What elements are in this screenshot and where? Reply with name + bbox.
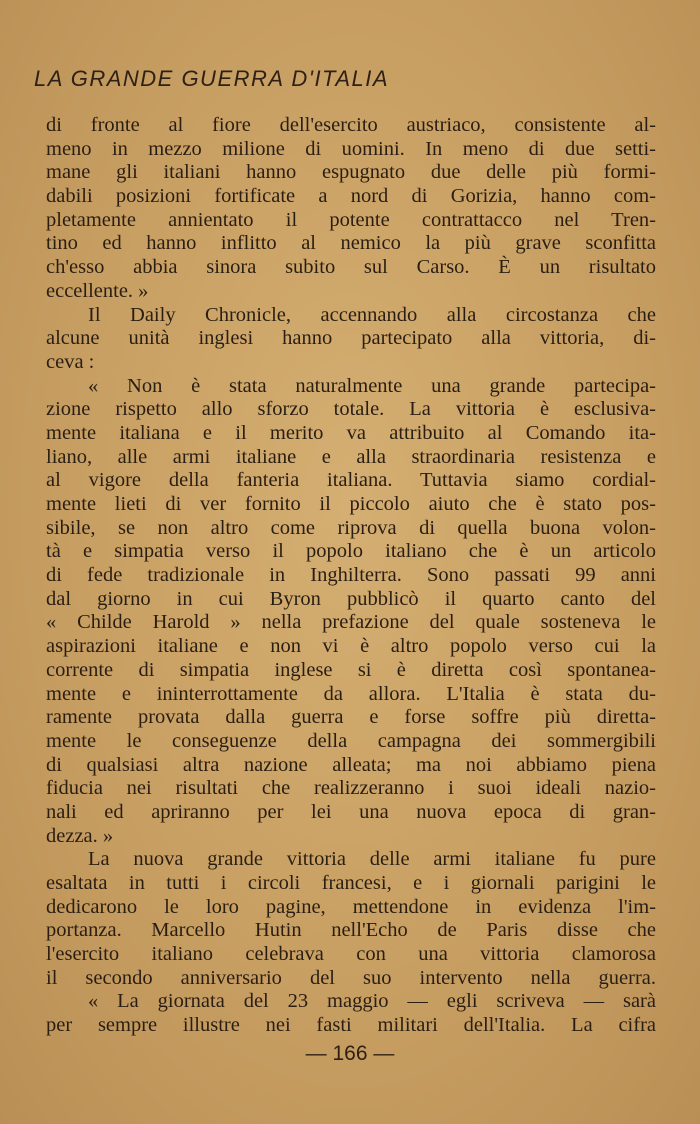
text-line: ramente provata dalla guerra e forse soffre più diretta-: [46, 706, 656, 729]
text-line: per sempre illustre nei fasti militari dell'Italia. La cifra: [46, 1014, 656, 1037]
text-line: tà e simpatia verso il popolo italiano che è un articolo: [46, 540, 656, 563]
text-line: dal giorno in cui Byron pubblicò il quarto canto del: [46, 587, 656, 610]
text-line: sibile, se non altro come riprova di quella buona volon-: [46, 516, 656, 539]
text-line: il secondo anniversario del suo intervento nella guerra.: [46, 966, 656, 989]
text-line: fiducia nei risultati che realizzeranno i suoi ideali nazio-: [46, 777, 656, 800]
text-line: di qualsiasi altra nazione alleata; ma noi abbiamo piena: [46, 753, 656, 776]
text-line: alcune unità inglesi hanno partecipato alla vittoria, di-: [46, 327, 656, 350]
text-line: liano, alle armi italiane e alla straordinaria resistenza e: [46, 445, 656, 468]
text-line: aspirazioni italiane e non vi è altro popolo verso cui la: [46, 635, 656, 658]
page-number: — 166 —: [305, 1042, 395, 1065]
text-line: tino ed hanno inflitto al nemico la più grave sconfitta: [46, 232, 656, 255]
text-line: dedicarono le loro pagine, mettendone in evidenza l'im-: [46, 895, 656, 918]
text-line: pletamente annientato il potente contrattacco nel Tren-: [46, 208, 656, 231]
text-line: « Childe Harold » nella prefazione del quale sosteneva le: [46, 611, 656, 634]
text-line: « Non è stata naturalmente una grande partecipa-: [88, 374, 656, 397]
text-line: mane gli italiani hanno espugnato due delle più formi-: [46, 161, 656, 184]
text-line: di fede tradizionale in Inghilterra. Sono passati 99 anni: [46, 564, 656, 587]
text-line: dezza. »: [46, 824, 114, 847]
body-text: [46, 114, 656, 1038]
text-line: dabili posizioni fortificate a nord di Gorizia, hanno com-: [46, 185, 656, 208]
text-line: corrente di simpatia inglese si è diretta così spontanea-: [46, 658, 656, 681]
text-line: mente le conseguenze della campagna dei sommergibili: [46, 729, 656, 752]
text-line: mente italiana e il merito va attribuito al Comando ita-: [46, 421, 656, 444]
text-line: « La giornata del 23 maggio — egli scriveva — sarà: [88, 990, 656, 1013]
text-line: ceva :: [46, 350, 95, 373]
text-line: Il Daily Chronicle, accennando alla circostanza che: [88, 303, 656, 326]
text-line: meno in mezzo milione di uomini. In meno di due setti-: [46, 137, 656, 160]
text-line: ch'esso abbia sinora subito sul Carso. È un risultato: [46, 256, 656, 279]
text-line: La nuova grande vittoria delle armi italiane fu pure: [88, 848, 656, 871]
text-line: mente lieti di ver fornito il piccolo aiuto che è stato pos-: [46, 493, 656, 515]
text-line: al vigore della fanteria italiana. Tuttavia siamo cordial-: [46, 469, 656, 492]
text-line: portanza. Marcello Hutin nell'Echo de Paris disse che: [46, 919, 656, 942]
text-line: eccellente. »: [46, 279, 149, 302]
text-line: zione rispetto allo sforzo totale. La vittoria è esclusiva-: [46, 398, 656, 421]
text-line: l'esercito italiano celebrava con una vittoria clamorosa: [46, 943, 656, 966]
text-line: mente e ininterrottamente da allora. L'Italia è stata du-: [46, 682, 656, 705]
text-line: nali ed apriranno per lei una nuova epoca di gran-: [46, 800, 656, 823]
running-head: LA GRANDE GUERRA D'ITALIA: [34, 66, 390, 91]
text-line: esaltata in tutti i circoli francesi, e i giornali parigini le: [46, 872, 656, 894]
text-line: di fronte al fiore dell'esercito austriaco, consistente al-: [46, 114, 656, 136]
